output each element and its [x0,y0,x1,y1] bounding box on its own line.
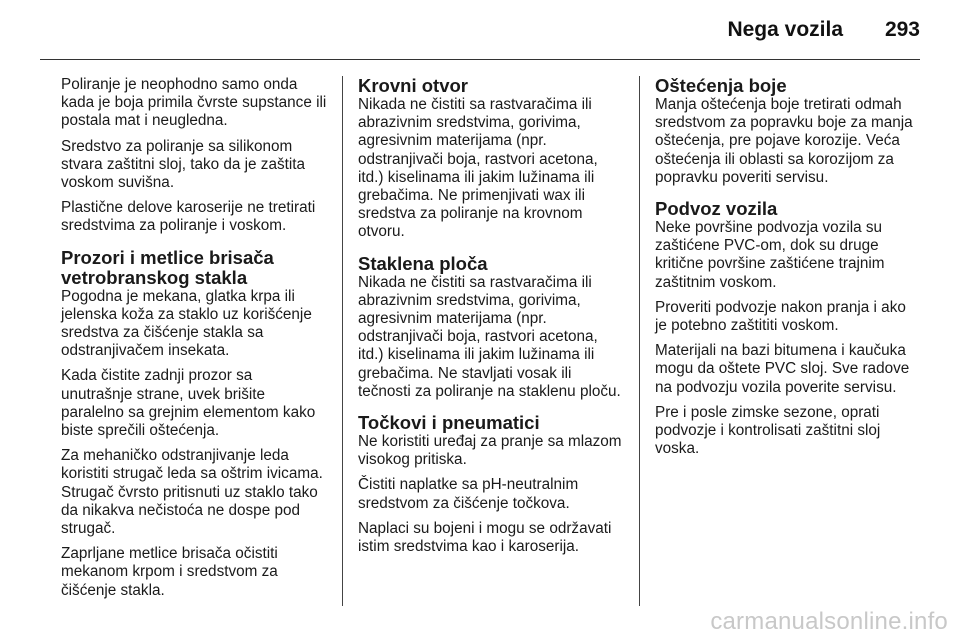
section-heading-paint-damage: Oštećenja boje [655,75,787,96]
column-divider [639,76,640,606]
paragraph: Nikada ne čistiti sa rastvaračima ili abrazivnim sredstvima, gorivima, agresivnim materijama (npr. odstranjivači boja, rastvori acetona, itd.) kiselinama ili jakim lužinama ili grebačima. Ne stavljati vosak ili tečnosti za poliranje na staklenu ploču. [358,273,621,400]
section-heading-underbody: Podvoz vozila [655,198,778,220]
paragraph: Zaprljane metlice brisača očistiti mekanom krpom i sredstvom za čišćenje stakla. [61,545,278,599]
paragraph: Proveriti podvozje nakon pranja i ako je potebno zaštititi voskom. [655,298,906,335]
section-heading-glass-panel: Staklena ploča [358,252,488,274]
paragraph: Poliranje je neophodno samo onda kada je boja primila čvrste supstance ili postala mat i neugledna. [61,76,327,130]
header-divider [40,59,920,60]
paragraph: Ne koristiti uređaj za pranje sa mlazom visokog pritiska. [358,433,622,469]
column-2 [358,76,624,563]
column-1 [61,76,327,607]
paragraph: Nikada ne čistiti sa rastvaračima ili abrazivnim sredstvima, gorivima, agresivnim materijama (npr. odstranjivači boja, rastvori acetona, itd.) kiselinama ili jakim lužinama ili grebačima. Ne primenjivati wax ili sredstva za poliranje na krovnom otvoru. [358,96,598,241]
paragraph: Plastične delove karoserije ne tretirati sredstvima za poliranje i voskom. [61,199,316,235]
paragraph: Manja oštećenja boje tretirati odmah sredstvom za popravku boje za manja oštećenja, pre pojave korozije. Veća oštećenja ili oblasti sa korozijom za popravku poveriti servisu. [655,96,913,186]
watermark: carmanualsonline.info [710,608,948,635]
section-heading-sunroof: Krovni otvor [358,75,468,96]
section-heading-wheels-tyres: Točkovi i pneumatici [358,412,540,434]
column-3 [655,76,921,465]
paragraph: Za mehaničko odstranjivanje leda koristiti strugač leda sa oštrim ivicama. Strugač čvrsto pritisnuti uz staklo tako da nikakva nečistoća ne dospe pod strugač. [61,447,323,538]
paragraph: Sredstvo za poliranje sa silikonom stvara zaštitni sloj, tako da je zaštita voskom suvišna. [61,137,306,192]
page-number: 293 [884,18,920,41]
column-divider [342,76,343,606]
paragraph: Čistiti naplatke sa pH-neutralnim sredstvom za čišćenje točkova. [358,476,579,512]
paragraph: Pre i posle zimske sezone, oprati podvozje i kontrolisati zaštitni sloj voska. [655,403,881,458]
paragraph: Neke površine podvozja vozila su zaštićene PVC-om, dok su druge kritične površine zaštićene trajnim zaštitnim voskom. [655,219,885,291]
paragraph: Materijali na bazi bitumena i kaučuka mogu da oštete PVC sloj. Sve radove na podvozju vozila poverite servisu. [655,342,910,396]
section-heading-windows-wipers: Prozori i metlice brisača vetrobranskog stakla [61,246,274,288]
paragraph: Pogodna je mekana, glatka krpa ili jelenska koža za staklo uz korišćenje sredstva za čišćenje stakla sa odstranjivačem insekata. [61,287,312,360]
page-header [0,0,960,60]
page-title: Nega vozila [727,18,843,41]
paragraph: Naplaci su bojeni i mogu se održavati istim sredstvima kao i karoserija. [358,519,612,556]
paragraph: Kada čistite zadnji prozor sa unutrašnje strane, uvek brišite paralelno sa grejnim elementom kako biste sprečili oštećenja. [61,367,316,440]
